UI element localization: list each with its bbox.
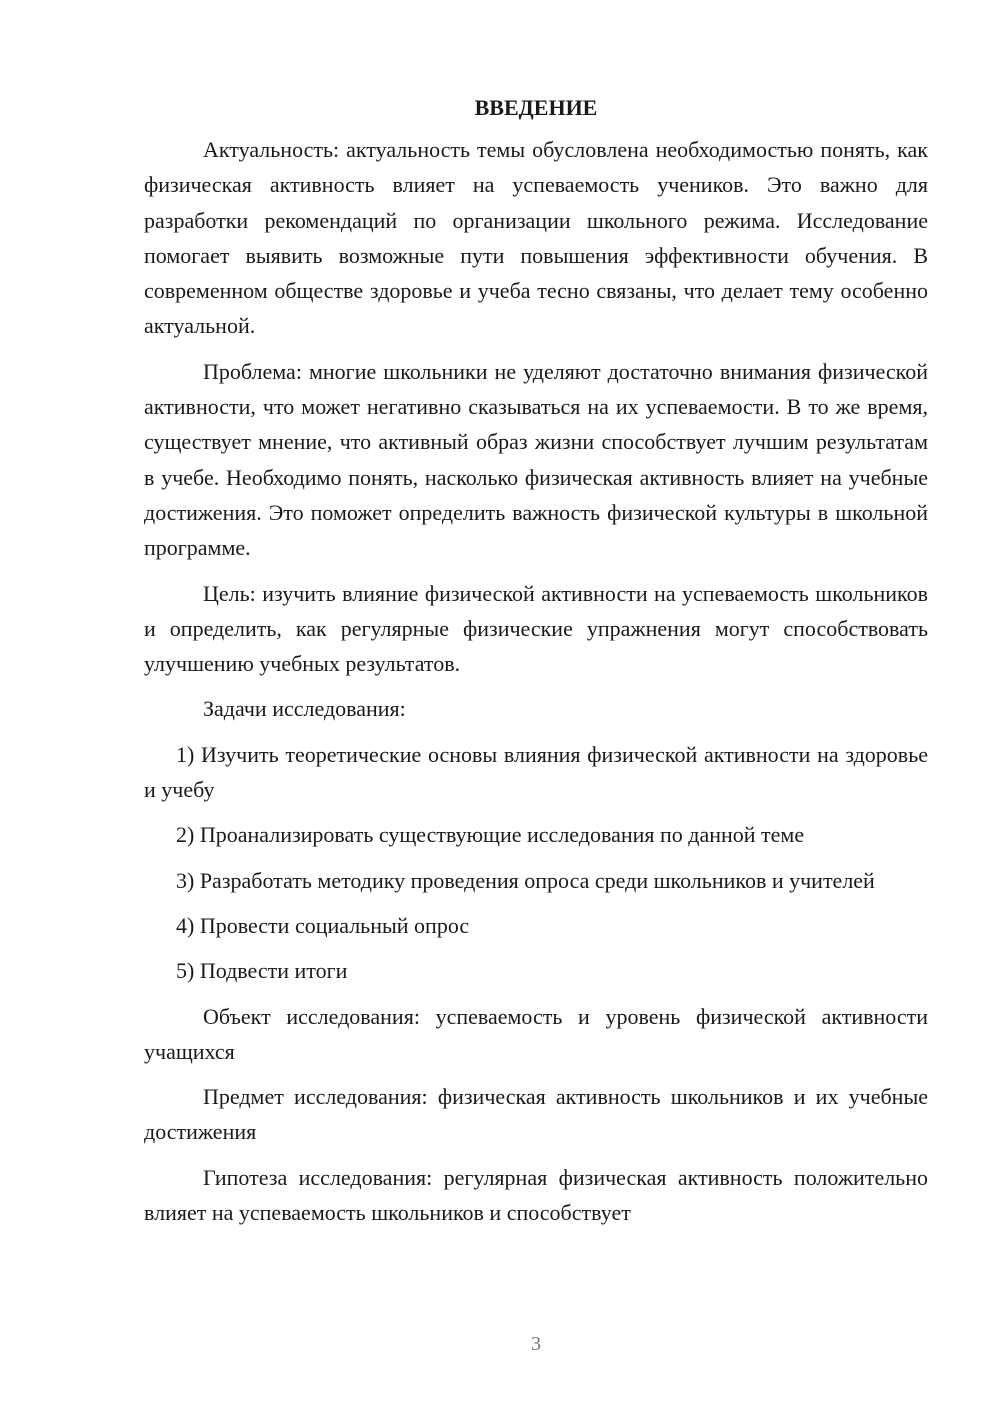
paragraph-subject: Предмет исследования: физическая активность школьников и их учебные достижения — [144, 1084, 928, 1145]
document-page — [144, 90, 928, 1240]
paragraph-hypothesis: Гипотеза исследования: регулярная физическая активность положительно влияет на успеваемость школьников и способствует — [144, 1164, 928, 1226]
paragraph-object: Объект исследования: успеваемость и уровень физической активности учащихся — [144, 1003, 928, 1064]
paragraph-relevance: Актуальность: актуальность темы обусловлена необходимостью понять, как физическая активность влияет на успеваемость учеников. Это важно для разработки рекомендаций по организации школьного режима. Исследование помогает выявить возможные пути повышения эффективности обучения. В современном обществе здоровье и учеба тесно связаны, что делает тему особенно актуальной. — [144, 137, 928, 339]
task-item: 1) Изучить теоретические основы влияния физической активности на здоровье и учебу — [144, 741, 928, 803]
page-number: 3 — [531, 1333, 541, 1355]
task-item: 5) Подвести итоги — [176, 958, 348, 984]
tasks-heading: Задачи исследования: — [203, 696, 406, 722]
task-item: 3) Разработать методику проведения опроса среди школьников и учителей — [176, 867, 875, 893]
document-title: ВВЕДЕНИЕ — [474, 95, 598, 120]
task-item: 4) Провести социальный опрос — [176, 912, 470, 938]
paragraph-goal: Цель: изучить влияние физической активности на успеваемость школьников и определить, как регулярные физические упражнения могут способствовать улучшению учебных результатов. — [144, 580, 928, 677]
paragraph-problem: Проблема: многие школьники не уделяют достаточно внимания физической активности, что может негативно сказываться на их успеваемости. В то же время, существует мнение, что активный образ жизни способствует лучшим результатам в учебе. Необходимо понять, насколько физическая активность влияет на учебные достижения. Это поможет определить важность физической культуры в школьной программе. — [144, 358, 928, 561]
task-item: 2) Проанализировать существующие исследования по данной теме — [176, 822, 805, 848]
